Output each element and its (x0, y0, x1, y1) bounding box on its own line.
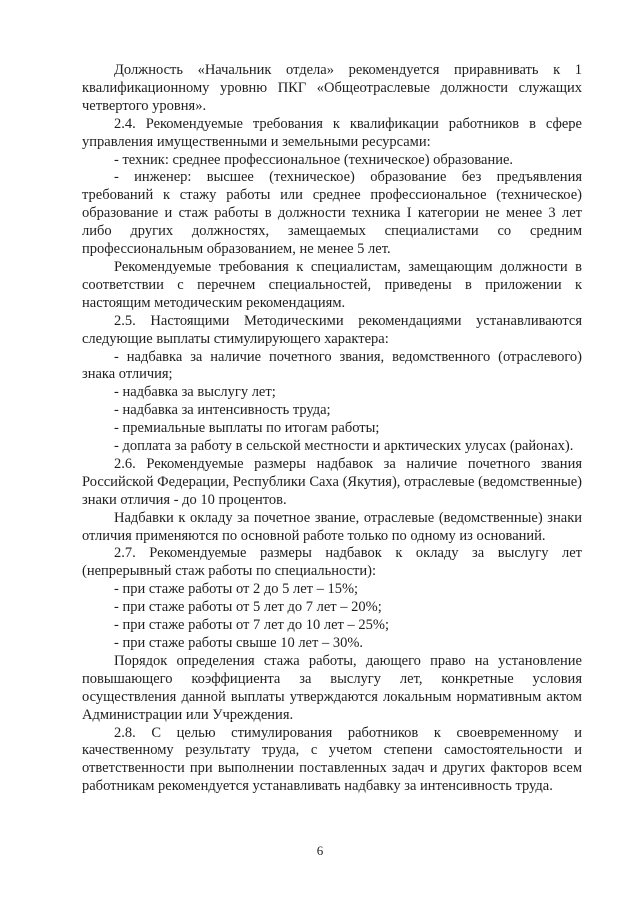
paragraph-2-5-heading: 2.5. Настоящими Методическими рекомендациями устанавливаются следующие выплаты стимулирующего характера: (82, 312, 582, 347)
list-item-seniority-5-7: - при стаже работы от 5 лет до 7 лет – 20%; (114, 599, 382, 616)
list-item-seniority-7-10: - при стаже работы от 7 лет до 10 лет – 25%; (114, 617, 389, 634)
paragraph-specialist-requirements: Рекомендуемые требования к специалистам, замещающим должности в соответствии с перечнем специальностей, приведены в приложении к настоящим методическим рекомендациям. (82, 258, 582, 311)
list-item-rural-arctic-allowance: - доплата за работу в сельской местности и арктических улусах (районах). (114, 438, 574, 455)
body-text (82, 62, 582, 796)
page-number: 6 (316, 843, 324, 858)
list-item-technician: - техник: среднее профессиональное (техническое) образование. (114, 151, 514, 168)
paragraph-honorary-title-rule: Надбавки к окладу за почетное звание, отраслевые (ведомственные) знаки отличия применяются по основной работе только по одному из оснований. (82, 509, 582, 544)
list-item-intensity-bonus: - надбавка за интенсивность труда; (114, 402, 331, 419)
list-item-seniority-over-10: - при стаже работы свыше 10 лет – 30%. (114, 635, 364, 651)
list-item-engineer: - инженер: высшее (техническое) образование без предъявления требований к стажу работы или среднее профессиональное (техническое) образование и стаж работы в должности техника I категории не менее 3 лет либо других должностях, замещаемых специалистами со средним профессиональным образованием, не менее 5 лет. (82, 169, 582, 258)
list-item-seniority-2-5: - при стаже работы от 2 до 5 лет – 15%; (114, 581, 359, 598)
paragraph-2-6: 2.6. Рекомендуемые размеры надбавок за наличие почетного звания Российской Федерации, Республики Саха (Якутия), отраслевые (ведомственные) знаки отличия - до 10 процентов. (82, 455, 582, 508)
list-item-premium-payments: - премиальные выплаты по итогам работы; (114, 420, 380, 437)
paragraph-2-7-heading: 2.7. Рекомендуемые размеры надбавок к окладу за выслугу лет (непрерывный стаж работы по специальности): (82, 545, 582, 580)
list-item-seniority-bonus: - надбавка за выслугу лет; (114, 384, 276, 401)
paragraph-seniority-procedure: Порядок определения стажа работы, дающего право на установление повышающего коэффициента за выслугу лет, конкретные условия осуществления данной выплаты утверждаются локальным нормативным актом Администрации или Учреждения. (82, 652, 582, 723)
paragraph-2-4-heading: 2.4. Рекомендуемые требования к квалификации работников в сфере управления имущественными и земельными ресурсами: (82, 115, 582, 150)
paragraph-2-8: 2.8. С целью стимулирования работников к своевременному и качественному результату труда, с учетом степени самостоятельности и ответственности при выполнении поставленных задач и других факторов всем работникам рекомендуется устанавливать надбавку за интенсивность труда. (82, 724, 582, 795)
paragraph-position-equivalence: Должность «Начальник отдела» рекомендуется приравнивать к 1 квалификационному уровню ПКГ «Общеотраслевые должности служащих четвертого уровня». (82, 62, 582, 114)
list-item-honorary-title-bonus: - надбавка за наличие почетного звания, ведомственного (отраслевого) знака отличия; (82, 348, 582, 383)
